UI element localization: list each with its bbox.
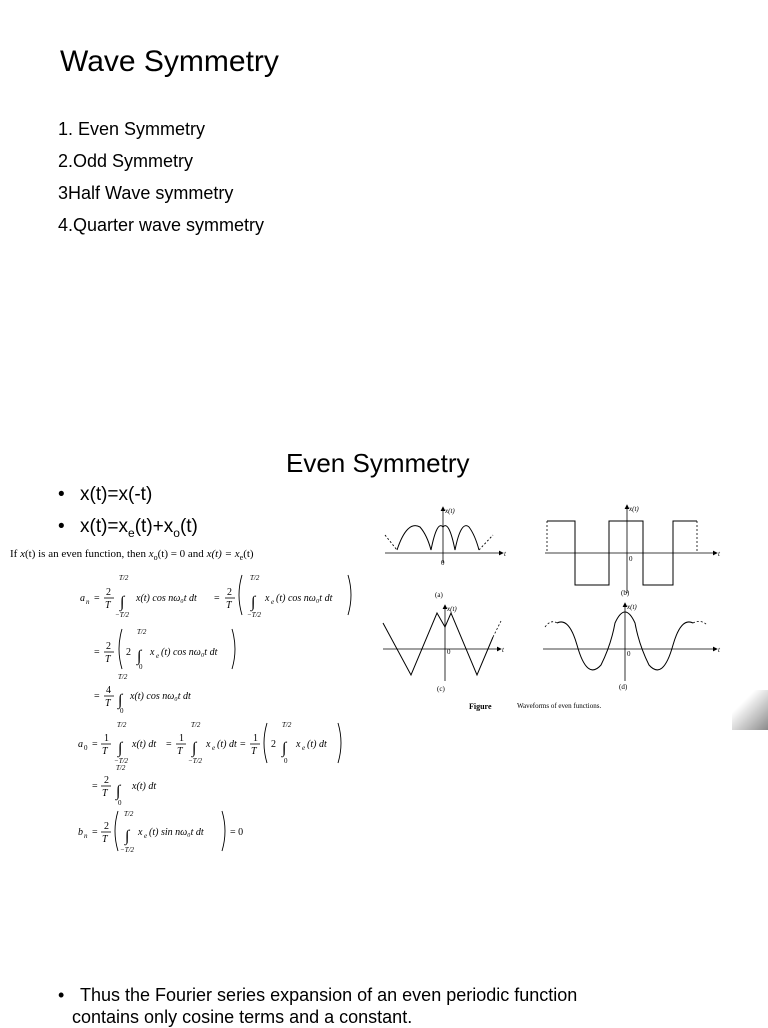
- origin-label: 0: [629, 555, 633, 563]
- lower-limit: 0: [118, 799, 122, 807]
- lower-limit: −T/2: [188, 757, 203, 765]
- waveform-d: [543, 603, 721, 691]
- origin-label: 0: [447, 648, 451, 656]
- denominator: T: [105, 698, 111, 709]
- subscript: e: [128, 525, 135, 540]
- intro-text: If: [10, 548, 21, 560]
- an-symbol: a: [80, 593, 85, 604]
- lower-limit: −T/2: [120, 846, 135, 854]
- upper-limit: T/2: [250, 574, 260, 582]
- intro-text: x: [148, 548, 154, 560]
- subscript: e: [144, 832, 148, 840]
- an-equation: [80, 574, 351, 619]
- svg-text:∫: ∫: [118, 692, 123, 709]
- axis-label: x(t): [445, 507, 455, 515]
- denominator: T: [177, 746, 183, 757]
- integrand: (t) cos nω₀t dt: [161, 647, 218, 658]
- lower-limit: −T/2: [114, 757, 129, 765]
- waveform-a: [385, 507, 507, 599]
- svg-text:∫: ∫: [192, 740, 197, 757]
- upper-limit: T/2: [119, 574, 129, 582]
- integrand: x(t) dt: [132, 781, 157, 792]
- bullet-text: (t)+x: [134, 516, 174, 537]
- bullet-text: Thus the Fourier series expansion of an even periodic function: [80, 985, 578, 1005]
- lower-limit: 0: [284, 757, 288, 765]
- list-item: 1. Even Symmetry: [58, 119, 206, 139]
- lower-limit: 0: [120, 707, 124, 715]
- fourier-coefficient-equations: [70, 565, 370, 865]
- numerator: 1: [253, 733, 258, 744]
- an-step-2: [94, 628, 235, 671]
- bn-symbol: b: [78, 827, 83, 838]
- integrand: x: [138, 827, 143, 838]
- bullet-text: (t): [179, 516, 198, 537]
- subscript: e: [302, 744, 306, 752]
- denominator: T: [251, 746, 257, 757]
- subfigure-label: (d): [619, 683, 628, 691]
- bullet-text: x(t)=x(-t): [80, 484, 153, 505]
- svg-text:∫: ∫: [282, 740, 287, 757]
- scan-shadow: [732, 690, 768, 730]
- axis-label: t: [504, 550, 506, 558]
- svg-text:∫: ∫: [137, 648, 142, 665]
- upper-limit: T/2: [124, 810, 134, 818]
- axis-label: x(t): [627, 603, 637, 611]
- slide-1-title: Wave Symmetry: [60, 45, 279, 78]
- subfigure-label: (c): [437, 685, 445, 693]
- integrand: x: [296, 739, 301, 750]
- left-paren: [115, 811, 118, 851]
- numerator: 2: [106, 587, 111, 598]
- intro-text: x(t) = x: [206, 548, 240, 560]
- svg-text:∫: ∫: [251, 594, 256, 611]
- equals-sign: =: [92, 739, 98, 750]
- axis-label: x(t): [629, 505, 639, 513]
- left-paren: [264, 723, 267, 763]
- even-function-intro: [10, 548, 254, 562]
- an-step-3: [94, 673, 191, 715]
- bullet-dot: •: [58, 484, 65, 505]
- symmetry-type-list: [58, 113, 264, 241]
- intro-text: x: [20, 548, 25, 560]
- equals-sign: =: [166, 739, 172, 750]
- axis-label: t: [718, 550, 720, 558]
- integrand: x: [206, 739, 211, 750]
- bn-equation: [78, 810, 243, 854]
- waveform-c: [383, 605, 505, 693]
- numerator: 2: [104, 775, 109, 786]
- subscript: o: [173, 525, 180, 540]
- integrand: x(t) dt: [132, 739, 157, 750]
- a0-step-2: [92, 764, 156, 807]
- svg-text:∫: ∫: [125, 828, 130, 845]
- intro-text: is an even function, then: [35, 548, 149, 560]
- list-item: 4.Quarter wave symmetry: [58, 215, 265, 235]
- integrand: (t) cos nω₀t dt: [276, 593, 333, 604]
- integrand: x: [265, 593, 270, 604]
- equals-sign: =: [92, 827, 98, 838]
- numerator: 2: [106, 641, 111, 652]
- numerator: 1: [179, 733, 184, 744]
- subscript: e: [212, 744, 216, 752]
- subscript: n: [86, 598, 90, 606]
- bullet-dot: •: [58, 516, 65, 537]
- axis-label: t: [718, 646, 720, 654]
- left-paren: [239, 575, 242, 615]
- right-paren: [348, 575, 351, 615]
- upper-limit: T/2: [282, 721, 292, 729]
- integrand: x: [150, 647, 155, 658]
- denominator: T: [226, 600, 232, 611]
- slide-2-title: Even Symmetry: [286, 448, 470, 478]
- subscript: e: [156, 652, 160, 660]
- bullet-decomposition: [58, 516, 198, 540]
- waveform-b: [545, 505, 721, 597]
- origin-label: 0: [627, 650, 631, 658]
- intro-text: (t) = 0 and: [157, 548, 207, 560]
- figure-caption: Waveforms of even functions.: [517, 702, 602, 710]
- result: = 0: [230, 827, 244, 838]
- upper-limit: T/2: [191, 721, 201, 729]
- axis-label: x(t): [447, 605, 457, 613]
- bullet-dot: •: [58, 985, 65, 1005]
- integrand: x(t) cos nω₀t dt: [136, 593, 197, 604]
- svg-text:∫: ∫: [120, 594, 125, 611]
- equals-sign: =: [214, 593, 220, 604]
- upper-limit: T/2: [116, 764, 126, 772]
- even-waveforms-figure: [375, 495, 735, 725]
- bullet-text: x(t)=x: [80, 516, 129, 537]
- integrand: (t) dt: [307, 739, 327, 750]
- lower-limit: 0: [139, 663, 143, 671]
- figure-caption-label: Figure: [469, 702, 492, 711]
- right-paren: [232, 629, 235, 669]
- numerator: 1: [104, 733, 109, 744]
- upper-limit: T/2: [118, 673, 128, 681]
- equals-sign: =: [92, 781, 98, 792]
- equals-sign: =: [94, 593, 100, 604]
- equals-sign: =: [94, 691, 100, 702]
- coefficient: 2: [126, 647, 131, 658]
- bullet-text: contains only cosine terms and a constant.: [72, 1007, 413, 1027]
- denominator: T: [102, 788, 108, 799]
- lower-limit: −T/2: [247, 611, 262, 619]
- left-paren: [119, 629, 122, 669]
- denominator: T: [105, 600, 111, 611]
- equals-sign: =: [94, 647, 100, 658]
- right-paren: [222, 811, 225, 851]
- intro-text: (t): [24, 548, 36, 560]
- numerator: 4: [106, 685, 111, 696]
- denominator: T: [102, 834, 108, 845]
- lower-limit: −T/2: [115, 611, 130, 619]
- upper-limit: T/2: [117, 721, 127, 729]
- denominator: T: [102, 746, 108, 757]
- origin-label: 0: [441, 559, 445, 567]
- equals-sign: =: [240, 739, 246, 750]
- right-paren: [338, 723, 341, 763]
- axis-label: t: [502, 646, 504, 654]
- subfigure-label: (b): [621, 589, 630, 597]
- subscript: 0: [84, 744, 88, 752]
- numerator: 2: [227, 587, 232, 598]
- subscript: e: [271, 598, 275, 606]
- subscript: e: [239, 553, 244, 563]
- subfigure-label: (a): [435, 591, 443, 599]
- coefficient: 2: [271, 739, 276, 750]
- bullet-even-definition: [58, 484, 152, 506]
- bullet-conclusion: [58, 984, 577, 1028]
- upper-limit: T/2: [137, 628, 147, 636]
- list-item: 3Half Wave symmetry: [58, 183, 234, 203]
- a0-equation: [78, 721, 341, 765]
- integrand: (t) dt: [217, 739, 237, 750]
- integrand: (t) sin nω₀t dt: [149, 827, 204, 838]
- list-item: 2.Odd Symmetry: [58, 151, 194, 171]
- svg-text:∫: ∫: [118, 740, 123, 757]
- intro-text: (t): [243, 548, 254, 560]
- a0-symbol: a: [78, 739, 83, 750]
- subscript: n: [84, 832, 88, 840]
- denominator: T: [105, 654, 111, 665]
- svg-text:∫: ∫: [116, 783, 121, 800]
- subscript: o: [153, 553, 158, 563]
- numerator: 2: [104, 821, 109, 832]
- integrand: x(t) cos nω₀t dt: [130, 691, 191, 702]
